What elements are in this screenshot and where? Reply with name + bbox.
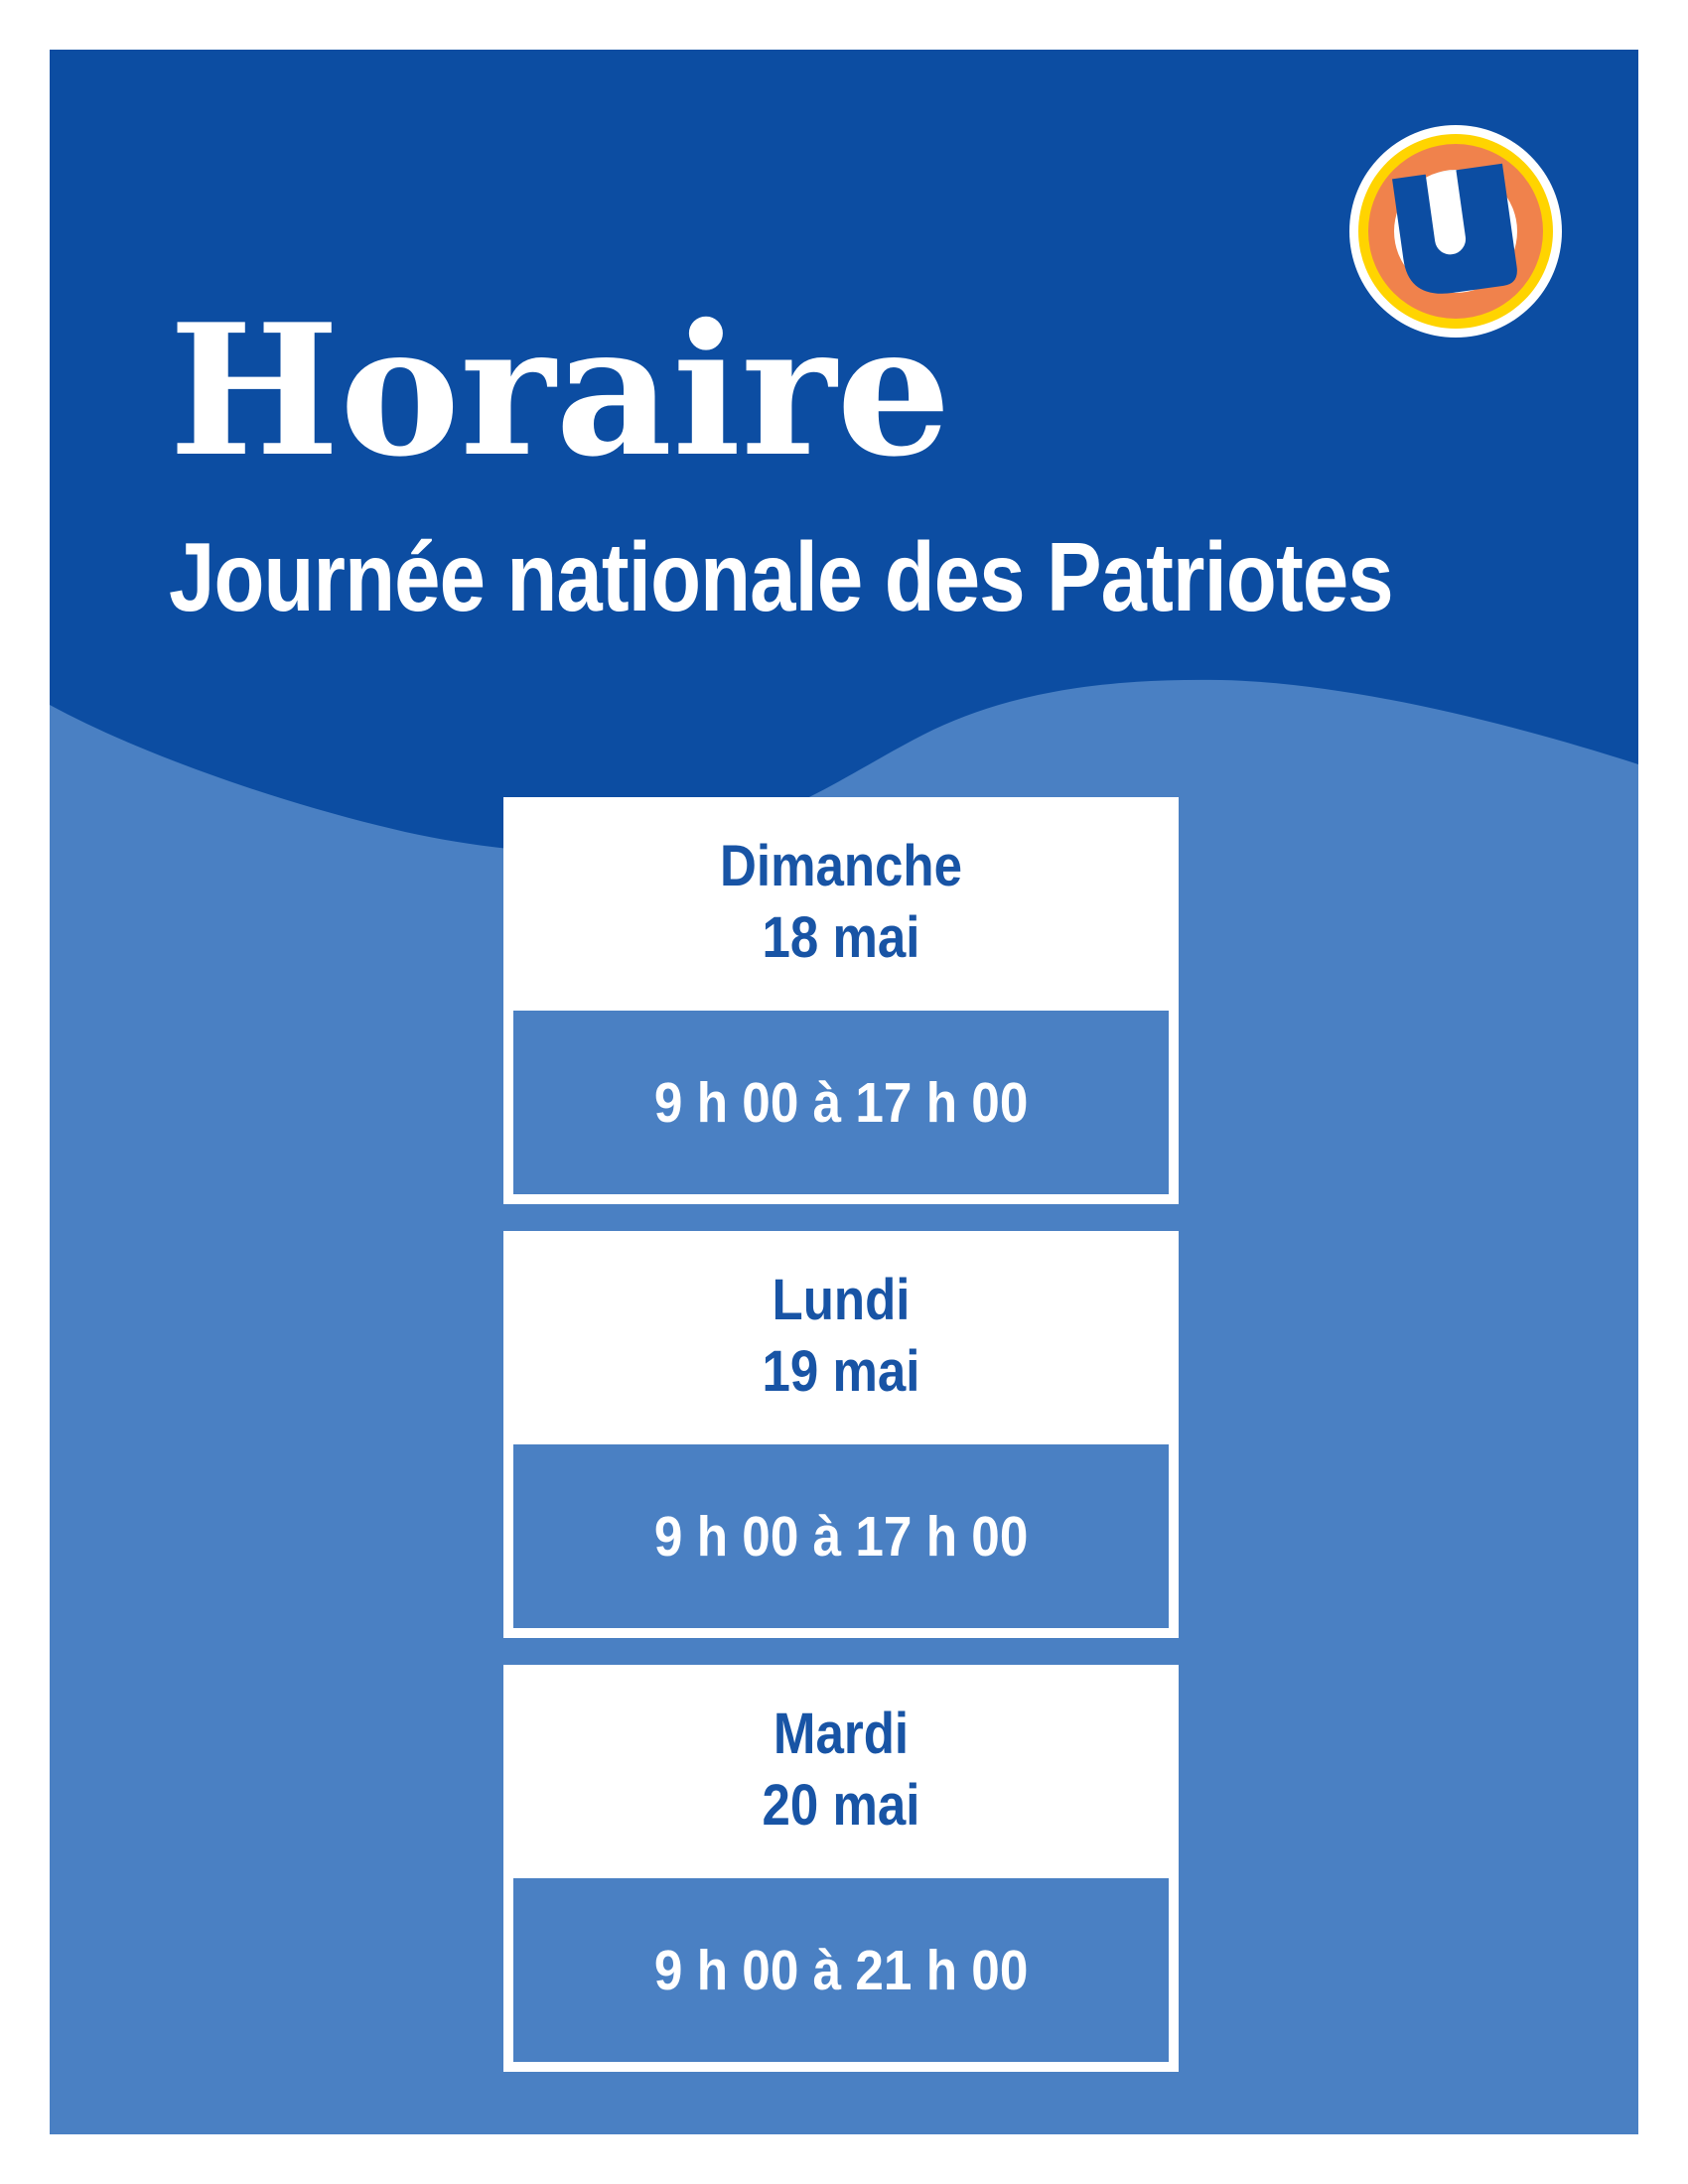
card-hours-box — [513, 1011, 1169, 1194]
card-date-label: 19 mai — [762, 1339, 920, 1404]
card-day-label: Dimanche — [720, 834, 962, 898]
brand-logo — [1336, 112, 1575, 350]
card-hours-box — [513, 1444, 1169, 1628]
card-hours-label: 9 h 00 à 17 h 00 — [653, 1070, 1029, 1135]
card-date-label: 20 mai — [762, 1773, 920, 1838]
schedule-card-lundi — [503, 1231, 1179, 1638]
page-title: Horaire — [169, 284, 951, 496]
card-hours-label: 9 h 00 à 21 h 00 — [653, 1938, 1029, 2002]
page-subtitle: Journée nationale des Patriotes — [169, 522, 1393, 631]
card-heading — [544, 1265, 1138, 1408]
schedule-card-mardi — [503, 1665, 1179, 2072]
card-heading — [544, 1699, 1138, 1842]
card-hours-label: 9 h 00 à 17 h 00 — [653, 1504, 1029, 1569]
schedule-card-dimanche — [503, 797, 1179, 1204]
card-hours-box — [513, 1878, 1169, 2062]
card-heading — [544, 831, 1138, 974]
card-date-label: 18 mai — [762, 905, 920, 970]
card-day-label: Mardi — [773, 1702, 910, 1766]
card-day-label: Lundi — [772, 1268, 911, 1332]
poster-content — [50, 50, 1638, 2134]
